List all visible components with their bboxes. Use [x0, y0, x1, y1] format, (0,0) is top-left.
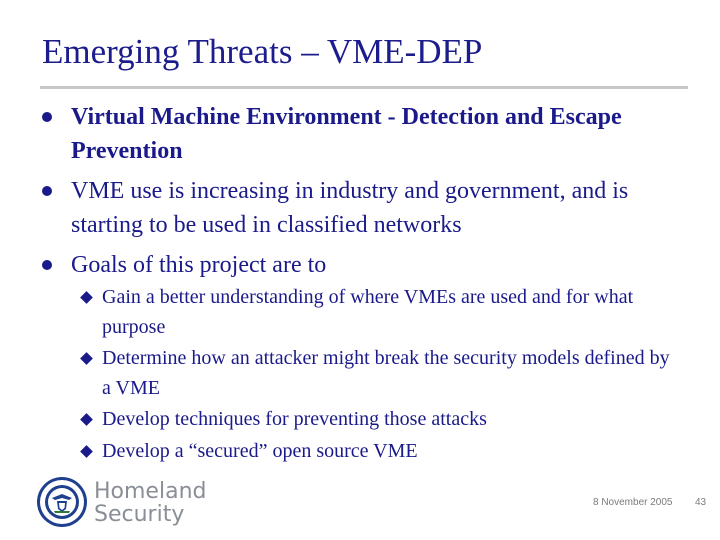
- bullet-text: VME use is increasing in industry and government, and is starting to be used in classified networks: [71, 178, 629, 238]
- diamond-bullet-icon: [80, 352, 93, 365]
- slide-title: Emerging Threats – VME-DEP: [42, 32, 483, 71]
- sub-bullet-item: [0, 344, 682, 403]
- diamond-bullet-icon: [80, 445, 93, 458]
- dhs-seal-icon: [36, 476, 88, 528]
- logo-text-homeland: Homeland: [94, 479, 207, 504]
- sub-bullet-item: [0, 437, 682, 467]
- bullet-item: [0, 248, 691, 282]
- sub-bullet-item: [0, 405, 682, 435]
- sub-bullet-text: Determine how an attacker might break the security models defined by a VME: [102, 347, 670, 399]
- page-number: 43: [695, 497, 707, 508]
- title-divider: [40, 86, 688, 89]
- dhs-logo: [36, 476, 226, 528]
- sub-bullet-list: [0, 283, 720, 468]
- bullet-text: Virtual Machine Environment - Detection and Escape Prevention: [71, 104, 622, 164]
- footer-date: 8 November 2005: [593, 497, 673, 508]
- bullet-text: Goals of this project are to: [71, 252, 327, 278]
- bullet-dot-icon: [42, 112, 52, 122]
- sub-bullet-text: Develop techniques for preventing those attacks: [102, 408, 487, 430]
- diamond-bullet-icon: [80, 413, 93, 426]
- bullet-dot-icon: [42, 260, 52, 270]
- bullet-dot-icon: [42, 186, 52, 196]
- bullet-item: [0, 100, 691, 168]
- sub-bullet-text: Develop a “secured” open source VME: [102, 439, 418, 462]
- bullet-list: [0, 100, 720, 288]
- sub-bullet-text: Gain a better understanding of where VMEs are used and for what purpose: [102, 286, 634, 338]
- diamond-bullet-icon: [80, 291, 93, 304]
- bullet-item: [0, 174, 691, 242]
- logo-text-security: Security: [94, 502, 185, 527]
- sub-bullet-item: [0, 283, 682, 342]
